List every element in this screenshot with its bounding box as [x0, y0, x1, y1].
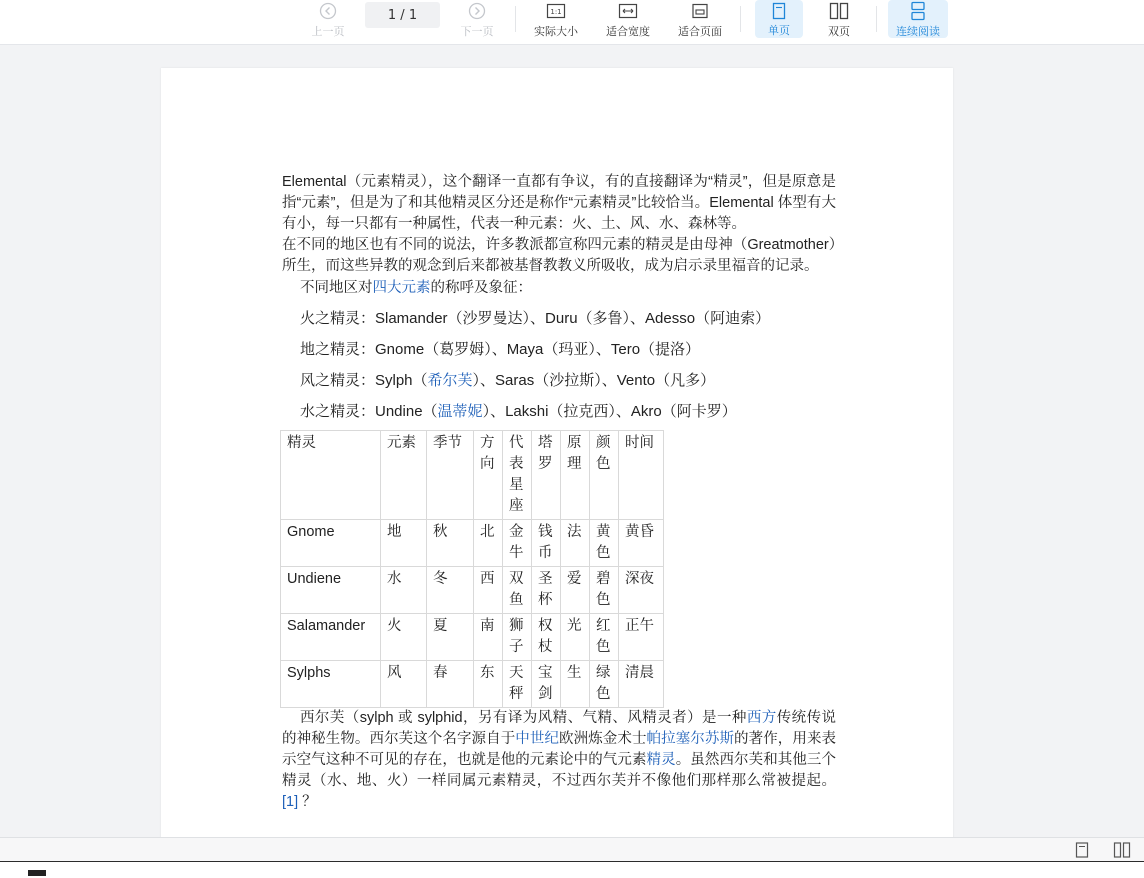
line-fire-spirit: 火之精灵：Slamander（沙罗曼达）、Duru（多鲁）、Adesso（阿迪索）	[300, 310, 771, 327]
table-cell: 爱	[561, 567, 590, 614]
table-cell: 秋	[427, 520, 474, 567]
table-cell: 南	[474, 614, 503, 661]
document-content	[282, 172, 836, 813]
actual-size-icon	[546, 1, 566, 21]
table-cell: 水	[381, 567, 427, 614]
single-page-view-icon[interactable]	[1075, 842, 1089, 862]
continuous-reading-label: 连续阅读	[896, 25, 940, 38]
page-indicator[interactable]: 1 / 1	[365, 2, 440, 28]
paragraph-intro	[282, 278, 836, 299]
table-cell: Undiene	[281, 567, 381, 614]
table-cell: 夏	[427, 614, 474, 661]
table-cell: 春	[427, 661, 474, 708]
prev-page-label: 上一页	[311, 25, 345, 38]
table-header-cell: 塔罗	[532, 431, 561, 520]
link-undine[interactable]: 温蒂妮	[437, 403, 483, 420]
link-four-elements[interactable]: 四大元素	[372, 280, 431, 296]
fit-page-label: 适合页面	[678, 25, 722, 38]
table-row	[281, 520, 664, 567]
table-cell: 北	[474, 520, 503, 567]
sylph-text: 的著作，用来表示空气这种不可见的存在，也就是他的元素论中的气元素	[282, 731, 837, 768]
link-west[interactable]: 西方	[746, 710, 777, 726]
fit-width-label: 适合宽度	[606, 25, 650, 38]
table-cell: 金牛	[503, 520, 532, 567]
double-page-button[interactable]	[815, 0, 863, 40]
table-cell: 生	[561, 661, 590, 708]
table-cell: 西	[474, 567, 503, 614]
table-row	[281, 567, 664, 614]
continuous-reading-icon	[910, 1, 926, 21]
link-paracelsus[interactable]: 帕拉塞尔苏斯	[646, 731, 735, 747]
line-earth-spirit: 地之精灵：Gnome（葛罗姆）、Maya（玛亚）、Tero（提洛）	[300, 341, 701, 358]
svg-text:1:1: 1:1	[550, 8, 562, 16]
intro-text: 不同地区对	[300, 280, 373, 296]
table-cell: 权杖	[532, 614, 561, 661]
sylph-text: 。虽然西尔芙和其他三个精灵（水、地、火）一样同属元素精灵，不过西尔芙并不像他们那样那么常被提起。	[282, 752, 837, 789]
table-cell: 东	[474, 661, 503, 708]
next-page-button[interactable]	[455, 0, 499, 40]
table-cell: 狮子	[503, 614, 532, 661]
table-header-cell: 原理	[561, 431, 590, 520]
table-header-row	[281, 431, 664, 520]
table-cell: 正午	[619, 614, 664, 661]
table-cell: 钱币	[532, 520, 561, 567]
table-cell: 红色	[590, 614, 619, 661]
wind-text-end: ）、Saras（沙拉斯）、Vento（凡多）	[472, 372, 716, 389]
next-page-label: 下一页	[460, 25, 494, 38]
double-page-icon	[829, 1, 849, 21]
taskbar-strip	[0, 861, 1144, 878]
viewer-toolbar	[0, 0, 1144, 45]
link-middle-ages[interactable]: 中世纪	[515, 731, 560, 747]
sylph-text: 西尔芙（sylph 或 sylphid，另有译为风精、气精、风精灵者）是一种	[300, 710, 747, 726]
fit-width-icon	[618, 1, 638, 21]
table-cell: 清晨	[619, 661, 664, 708]
table-header-cell: 时间	[619, 431, 664, 520]
table-cell: 风	[381, 661, 427, 708]
actual-size-button[interactable]	[530, 0, 582, 40]
table-cell: 双鱼	[503, 567, 532, 614]
table-cell: 绿色	[590, 661, 619, 708]
table-cell: 深夜	[619, 567, 664, 614]
table-header-cell: 颜色	[590, 431, 619, 520]
single-page-label: 单页	[768, 24, 790, 37]
fit-page-icon	[691, 1, 709, 21]
fit-width-button[interactable]	[602, 0, 654, 40]
table-cell: 碧色	[590, 567, 619, 614]
table-cell: 法	[561, 520, 590, 567]
table-cell: 天秤	[503, 661, 532, 708]
sylph-text: 传统传说的神秘生物。西尔芙这个名字源自于	[282, 710, 837, 747]
table-cell: 冬	[427, 567, 474, 614]
table-cell: 黄昏	[619, 520, 664, 567]
toolbar-divider	[740, 6, 741, 32]
toolbar-divider	[876, 6, 877, 32]
table-header-cell: 季节	[427, 431, 474, 520]
table-cell: 地	[381, 520, 427, 567]
table-row	[281, 614, 664, 661]
paragraph-sylph	[282, 708, 836, 813]
wind-text: 风之精灵：Sylph（	[300, 372, 428, 389]
double-page-view-icon[interactable]	[1113, 842, 1131, 862]
toolbar-divider	[515, 6, 516, 32]
table-cell: 圣杯	[532, 567, 561, 614]
paragraph-regions: 在不同的地区也有不同的说法，许多教派都宣称四元素的精灵是由母神（Greatmother）所生，而这些异教的观念到后来都被基督教教义所吸收，成为启示录里福音的记录。	[282, 237, 836, 274]
sylph-text-end: ？	[302, 794, 317, 810]
line-water-spirit	[282, 396, 836, 427]
chevron-right-icon	[468, 1, 486, 21]
taskbar-app-icon[interactable]	[28, 870, 46, 876]
document-page	[161, 68, 953, 858]
table-cell: Sylphs	[281, 661, 381, 708]
table-header-cell: 精灵	[281, 431, 381, 520]
paragraph-elemental: Elemental（元素精灵），这个翻译一直都有争议，有的直接翻译为“精灵”，但是原意是指“元素”，但是为了和其他精灵区分还是称作“元素精灵”比较恰当。Elemental 体型有大有小，每一只都有一种属性，代表一种元素：火、土、风、水、森林等。	[282, 174, 836, 232]
single-page-icon	[772, 1, 786, 20]
table-cell: Salamander	[281, 614, 381, 661]
table-header-cell: 代表星座	[503, 431, 532, 520]
table-cell: 宝剑	[532, 661, 561, 708]
link-spirit[interactable]: 精灵	[646, 752, 676, 768]
table-cell: 光	[561, 614, 590, 661]
table-cell: Gnome	[281, 520, 381, 567]
double-page-label: 双页	[828, 25, 850, 38]
intro-text-end: 的称呼及象征：	[430, 280, 532, 296]
actual-size-label: 实际大小	[534, 25, 578, 38]
spirits-table	[280, 430, 664, 708]
table-row	[281, 661, 664, 708]
water-text-end: ）、Lakshi（拉克西）、Akro（阿卡罗）	[482, 403, 737, 420]
chevron-left-icon	[319, 1, 337, 21]
table-header-cell: 元素	[381, 431, 427, 520]
reference-link[interactable]: [1]	[282, 794, 299, 810]
water-text: 水之精灵：Undine（	[300, 403, 438, 420]
status-bar	[0, 837, 1144, 862]
table-header-cell: 方向	[474, 431, 503, 520]
sylph-text: 欧洲炼金术士	[559, 731, 647, 747]
line-wind-spirit	[282, 365, 836, 396]
table-cell: 火	[381, 614, 427, 661]
table-cell: 黄色	[590, 520, 619, 567]
single-page-button[interactable]	[755, 0, 803, 38]
fit-page-button[interactable]	[674, 0, 726, 40]
link-sylph[interactable]: 希尔芙	[427, 372, 473, 389]
prev-page-button[interactable]	[306, 0, 350, 40]
continuous-reading-button[interactable]	[888, 0, 948, 38]
